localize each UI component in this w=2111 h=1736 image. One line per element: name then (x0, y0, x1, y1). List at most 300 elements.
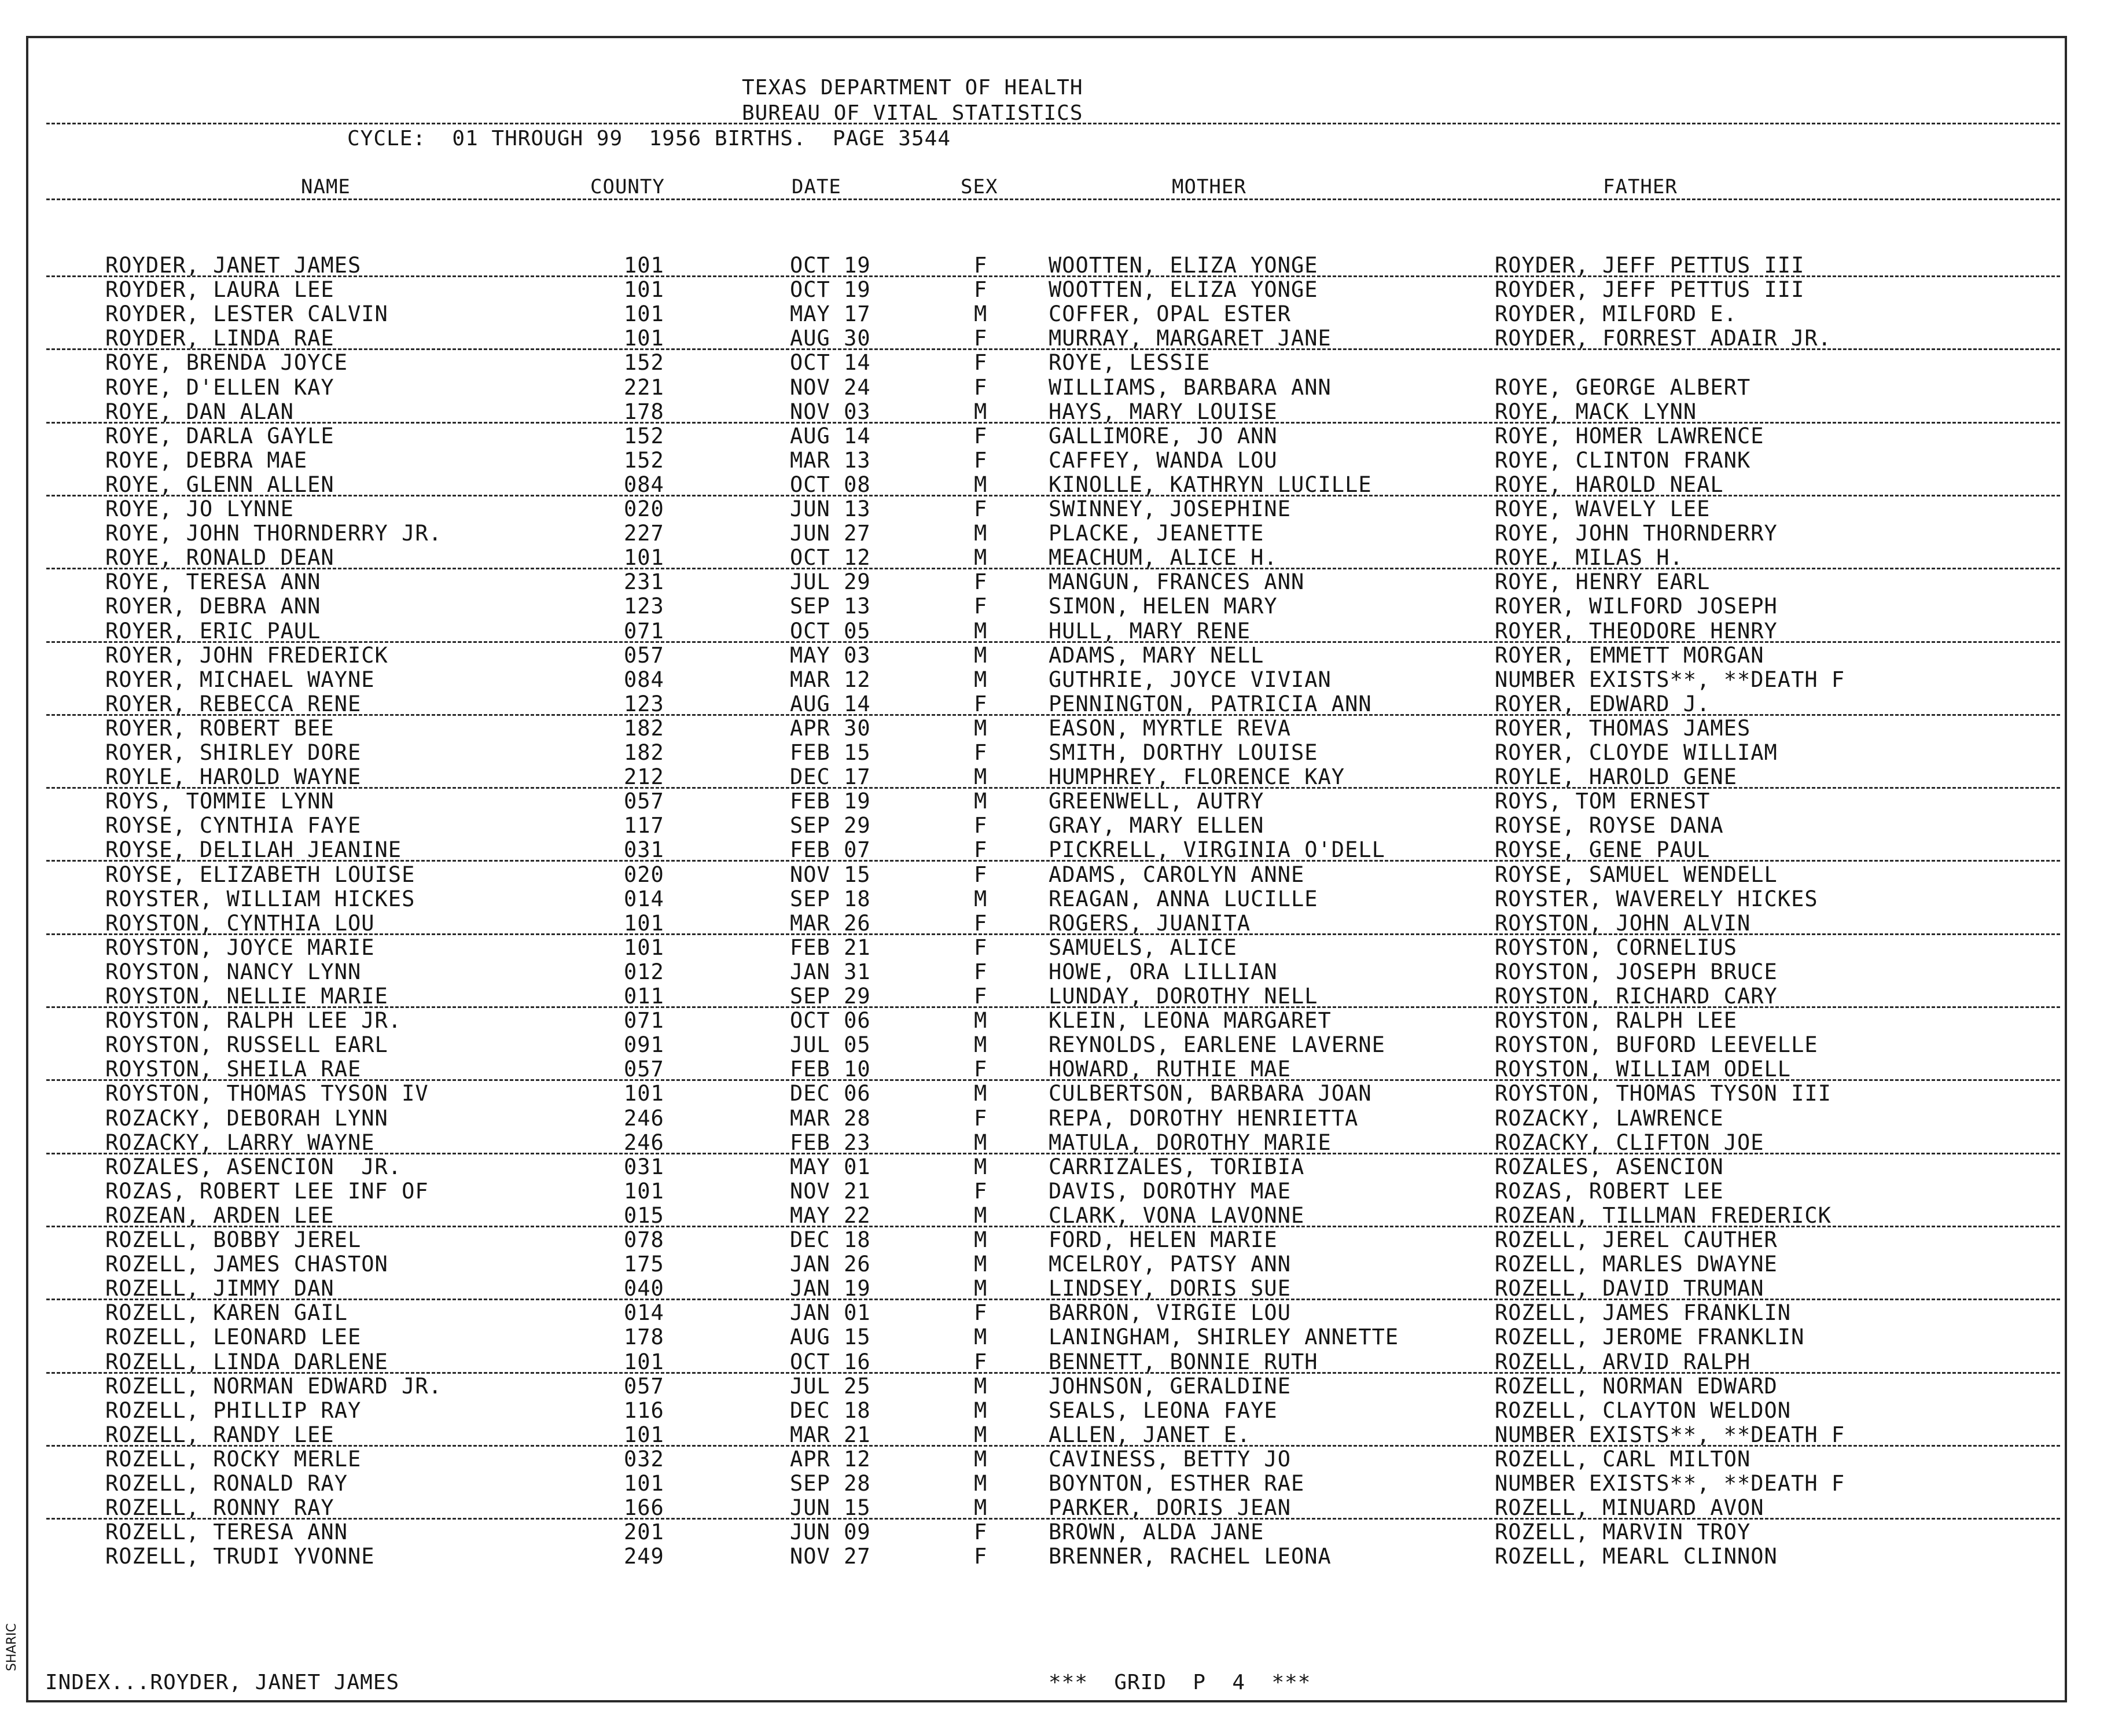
cell-county: 166 (624, 1495, 664, 1520)
cell-date: AUG 14 (790, 692, 871, 716)
cell-date: JUL 29 (790, 569, 871, 594)
cell-sex: M (974, 1008, 988, 1033)
cell-name: ROYSTON, RUSSELL EARL (105, 1032, 388, 1057)
table-row (0, 668, 2111, 692)
cell-date: DEC 18 (790, 1398, 871, 1423)
cell-county: 101 (624, 277, 664, 302)
cell-name: ROYE, JO LYNNE (105, 496, 294, 521)
cell-sex: F (974, 326, 988, 351)
cell-sex: M (974, 1374, 988, 1399)
cell-county: 249 (624, 1544, 664, 1569)
cell-county: 201 (624, 1520, 664, 1544)
table-row (0, 570, 2111, 594)
cell-mother: CARRIZALES, TORIBIA (1049, 1154, 1305, 1179)
cell-sex: M (974, 1398, 988, 1423)
cell-name: ROYE, D'ELLEN KAY (105, 375, 334, 400)
cell-county: 101 (624, 1422, 664, 1447)
cell-date: AUG 30 (790, 326, 871, 351)
cell-county: 123 (624, 692, 664, 716)
cell-date: MAY 03 (790, 643, 871, 668)
cell-county: 101 (624, 545, 664, 570)
cell-sex: F (974, 837, 988, 862)
cell-name: ROZACKY, DEBORAH LYNN (105, 1106, 388, 1131)
cell-sex: F (974, 1520, 988, 1544)
cell-name: ROZELL, LINDA DARLENE (105, 1349, 388, 1374)
cell-county: 014 (624, 887, 664, 911)
cell-name: ROYDER, LESTER CALVIN (105, 301, 388, 326)
cell-father: ROYER, WILFORD JOSEPH (1495, 594, 1778, 619)
table-row (0, 376, 2111, 400)
cell-mother: MCELROY, PATSY ANN (1049, 1252, 1291, 1277)
cell-name: ROZELL, PHILLIP RAY (105, 1398, 362, 1423)
cell-county: 101 (624, 253, 664, 278)
table-row (0, 1301, 2111, 1325)
cell-county: 175 (624, 1252, 664, 1277)
cell-father: ROYER, CLOYDE WILLIAM (1495, 740, 1778, 765)
cell-county: 020 (624, 496, 664, 521)
cell-date: JUL 05 (790, 1032, 871, 1057)
cell-sex: F (974, 594, 988, 619)
cell-father: ROZELL, DAVID TRUMAN (1495, 1276, 1764, 1301)
cell-mother: MEACHUM, ALICE H. (1049, 545, 1278, 570)
table-row (0, 1374, 2111, 1399)
table-row (0, 1277, 2111, 1301)
cell-sex: M (974, 545, 988, 570)
cell-county: 152 (624, 424, 664, 448)
cell-date: FEB 15 (790, 740, 871, 765)
table-row (0, 1496, 2111, 1520)
cell-father: ROYSTON, BUFORD LEEVELLE (1495, 1032, 1818, 1057)
cell-father: ROYE, GEORGE ALBERT (1495, 375, 1751, 400)
cell-mother: ADAMS, CAROLYN ANNE (1049, 862, 1305, 887)
cell-father: NUMBER EXISTS**, **DEATH F (1495, 1422, 1845, 1447)
cell-mother: FORD, HELEN MARIE (1049, 1227, 1278, 1252)
cell-county: 178 (624, 1325, 664, 1349)
cell-date: OCT 06 (790, 1008, 871, 1033)
cell-county: 101 (624, 1179, 664, 1204)
cell-date: NOV 24 (790, 375, 871, 400)
cell-father: ROYSTON, WILLIAM ODELL (1495, 1057, 1792, 1082)
cell-father: ROYDER, JEFF PETTUS III (1495, 253, 1805, 278)
cell-sex: M (974, 1154, 988, 1179)
cell-date: OCT 05 (790, 619, 871, 643)
cell-county: 152 (624, 448, 664, 473)
cell-date: FEB 10 (790, 1057, 871, 1082)
cell-date: APR 12 (790, 1447, 871, 1472)
cell-name: ROYER, MICHAEL WAYNE (105, 667, 375, 692)
table-row (0, 1179, 2111, 1204)
cell-mother: CAFFEY, WANDA LOU (1049, 448, 1278, 473)
cell-father: ROYE, HOMER LAWRENCE (1495, 424, 1764, 448)
cell-mother: GREENWELL, AUTRY (1049, 789, 1264, 814)
cell-name: ROZELL, RONALD RAY (105, 1471, 348, 1496)
cell-name: ROYSTER, WILLIAM HICKES (105, 887, 415, 911)
cell-mother: HUMPHREY, FLORENCE KAY (1049, 764, 1345, 789)
cell-date: OCT 14 (790, 350, 871, 375)
cell-date: MAR 28 (790, 1106, 871, 1131)
cell-name: ROYE, TERESA ANN (105, 569, 321, 594)
footer-grid: *** GRID P 4 *** (1049, 1671, 1311, 1694)
cell-county: 101 (624, 1349, 664, 1374)
cell-county: 178 (624, 399, 664, 424)
cell-father: NUMBER EXISTS**, **DEATH F (1495, 1471, 1845, 1496)
cell-date: FEB 19 (790, 789, 871, 814)
cell-name: ROZELL, ROCKY MERLE (105, 1447, 362, 1472)
cell-county: 221 (624, 375, 664, 400)
cell-name: ROZEAN, ARDEN LEE (105, 1203, 334, 1228)
cell-name: ROYLE, HAROLD WAYNE (105, 764, 362, 789)
cell-mother: HULL, MARY RENE (1049, 619, 1251, 643)
cell-sex: F (974, 862, 988, 887)
cell-sex: F (974, 1179, 988, 1204)
cell-sex: M (974, 1422, 988, 1447)
cell-county: 057 (624, 643, 664, 668)
table-row (0, 400, 2111, 424)
cell-sex: F (974, 350, 988, 375)
cell-father: ROZAS, ROBERT LEE (1495, 1179, 1724, 1204)
cell-name: ROZELL, KAREN GAIL (105, 1300, 348, 1325)
cell-sex: M (974, 1276, 988, 1301)
cell-father: ROYS, TOM ERNEST (1495, 789, 1711, 814)
cell-county: 084 (624, 472, 664, 497)
cell-date: MAR 21 (790, 1422, 871, 1447)
table-row (0, 789, 2111, 814)
cell-sex: M (974, 716, 988, 741)
table-row (0, 497, 2111, 521)
table-row (0, 619, 2111, 643)
cell-mother: WOOTTEN, ELIZA YONGE (1049, 277, 1318, 302)
header-divider (46, 123, 2060, 124)
cell-mother: KLEIN, LEONA MARGARET (1049, 1008, 1332, 1033)
cell-mother: MANGUN, FRANCES ANN (1049, 569, 1305, 594)
cell-mother: BROWN, ALDA JANE (1049, 1520, 1264, 1544)
cell-father: ROYDER, JEFF PETTUS III (1495, 277, 1805, 302)
column-header-sex: SEX (961, 175, 998, 198)
table-row (0, 1155, 2111, 1179)
cell-mother: EASON, MYRTLE REVA (1049, 716, 1291, 741)
cell-sex: F (974, 424, 988, 448)
cell-county: 015 (624, 1203, 664, 1228)
cell-sex: M (974, 1252, 988, 1277)
cell-sex: F (974, 1106, 988, 1131)
header-department: TEXAS DEPARTMENT OF HEALTH (742, 76, 1083, 100)
cell-mother: ALLEN, JANET E. (1049, 1422, 1251, 1447)
table-row (0, 1399, 2111, 1423)
cell-county: 091 (624, 1032, 664, 1057)
column-header-county: COUNTY (590, 175, 665, 198)
cell-county: 246 (624, 1106, 664, 1131)
cell-father: ROZACKY, LAWRENCE (1495, 1106, 1724, 1131)
cell-name: ROYER, SHIRLEY DORE (105, 740, 362, 765)
cell-date: JUN 13 (790, 496, 871, 521)
cell-sex: F (974, 935, 988, 960)
table-row (0, 351, 2111, 375)
cell-date: AUG 14 (790, 424, 871, 448)
cell-sex: M (974, 472, 988, 497)
cell-sex: F (974, 1349, 988, 1374)
cell-sex: M (974, 1227, 988, 1252)
cell-date: JAN 31 (790, 959, 871, 984)
cell-father: ROYE, JOHN THORNDERRY (1495, 521, 1778, 546)
cell-county: 032 (624, 1447, 664, 1472)
cell-father: ROYSTON, RALPH LEE (1495, 1008, 1737, 1033)
cell-father: ROZEAN, TILLMAN FREDERICK (1495, 1203, 1832, 1228)
cell-name: ROYDER, LINDA RAE (105, 326, 334, 351)
cell-date: SEP 29 (790, 813, 871, 838)
cell-mother: SEALS, LEONA FAYE (1049, 1398, 1278, 1423)
cell-county: 071 (624, 619, 664, 643)
table-row (0, 692, 2111, 716)
cell-mother: HOWARD, RUTHIE MAE (1049, 1057, 1291, 1082)
cell-date: OCT 19 (790, 253, 871, 278)
cell-sex: F (974, 813, 988, 838)
table-row (0, 1252, 2111, 1277)
header-bureau: BUREAU OF VITAL STATISTICS (742, 101, 1083, 125)
cell-sex: F (974, 1057, 988, 1082)
cell-county: 231 (624, 569, 664, 594)
table-row (0, 1106, 2111, 1131)
table-row (0, 253, 2111, 278)
cell-county: 182 (624, 716, 664, 741)
table-row (0, 1009, 2111, 1033)
cell-mother: LUNDAY, DOROTHY NELL (1049, 984, 1318, 1009)
cell-father: ROZELL, CLAYTON WELDON (1495, 1398, 1792, 1423)
table-row (0, 1131, 2111, 1155)
cell-date: MAY 22 (790, 1203, 871, 1228)
cell-name: ROZALES, ASENCION JR. (105, 1154, 402, 1179)
cell-mother: GUTHRIE, JOYCE VIVIAN (1049, 667, 1332, 692)
cell-father: ROYER, THOMAS JAMES (1495, 716, 1751, 741)
table-row (0, 1204, 2111, 1228)
cell-mother: PARKER, DORIS JEAN (1049, 1495, 1291, 1520)
cell-father: NUMBER EXISTS**, **DEATH F (1495, 667, 1845, 692)
cell-mother: ROGERS, JUANITA (1049, 911, 1251, 936)
cell-date: NOV 21 (790, 1179, 871, 1204)
cell-date: OCT 12 (790, 545, 871, 570)
cell-father: ROZELL, ARVID RALPH (1495, 1349, 1751, 1374)
cell-father: ROYE, MILAS H. (1495, 545, 1683, 570)
cell-name: ROYER, ROBERT BEE (105, 716, 334, 741)
table-row (0, 1082, 2111, 1106)
cell-name: ROYDER, JANET JAMES (105, 253, 362, 278)
cell-sex: M (974, 1471, 988, 1496)
cell-sex: F (974, 959, 988, 984)
table-row (0, 838, 2111, 862)
cell-name: ROYSTON, NELLIE MARIE (105, 984, 388, 1009)
cell-county: 212 (624, 764, 664, 789)
cell-father: ROZELL, MARLES DWAYNE (1495, 1252, 1778, 1277)
cell-date: MAY 01 (790, 1154, 871, 1179)
cell-mother: MATULA, DOROTHY MARIE (1049, 1130, 1332, 1155)
cell-father: ROZELL, MEARL CLINNON (1495, 1544, 1778, 1569)
cell-date: SEP 18 (790, 887, 871, 911)
table-row (0, 765, 2111, 789)
cell-date: OCT 19 (790, 277, 871, 302)
table-row (0, 302, 2111, 326)
cell-sex: M (974, 643, 988, 668)
cell-mother: GRAY, MARY ELLEN (1049, 813, 1264, 838)
cell-sex: M (974, 399, 988, 424)
cell-sex: F (974, 984, 988, 1009)
cell-mother: PLACKE, JEANETTE (1049, 521, 1264, 546)
cell-father: ROZELL, CARL MILTON (1495, 1447, 1751, 1472)
cell-county: 057 (624, 789, 664, 814)
cell-name: ROZELL, JAMES CHASTON (105, 1252, 388, 1277)
table-row (0, 1544, 2111, 1569)
cell-father: ROYE, HENRY EARL (1495, 569, 1711, 594)
cell-father: ROYE, CLINTON FRANK (1495, 448, 1751, 473)
cell-date: SEP 13 (790, 594, 871, 619)
cell-name: ROYER, ERIC PAUL (105, 619, 321, 643)
cell-mother: BENNETT, BONNIE RUTH (1049, 1349, 1318, 1374)
cell-name: ROYS, TOMMIE LYNN (105, 789, 334, 814)
cell-county: 101 (624, 326, 664, 351)
cell-mother: DAVIS, DOROTHY MAE (1049, 1179, 1291, 1204)
cell-father: ROZELL, JEREL CAUTHER (1495, 1227, 1778, 1252)
cell-name: ROYSTON, CYNTHIA LOU (105, 911, 375, 936)
cell-county: 011 (624, 984, 664, 1009)
cell-sex: M (974, 301, 988, 326)
cell-sex: M (974, 1495, 988, 1520)
cell-date: MAR 12 (790, 667, 871, 692)
margin-label: SHARIC (5, 1623, 19, 1671)
cell-date: SEP 29 (790, 984, 871, 1009)
cell-date: FEB 21 (790, 935, 871, 960)
cell-county: 078 (624, 1227, 664, 1252)
cell-date: OCT 08 (790, 472, 871, 497)
cell-mother: LINDSEY, DORIS SUE (1049, 1276, 1291, 1301)
cell-father: ROYSTER, WAVERELY HICKES (1495, 887, 1818, 911)
cell-date: FEB 23 (790, 1130, 871, 1155)
cell-mother: COFFER, OPAL ESTER (1049, 301, 1291, 326)
table-row (0, 278, 2111, 302)
table-row (0, 1520, 2111, 1544)
cell-county: 227 (624, 521, 664, 546)
table-row (0, 1350, 2111, 1374)
cell-mother: WILLIAMS, BARBARA ANN (1049, 375, 1332, 400)
cell-mother: KINOLLE, KATHRYN LUCILLE (1049, 472, 1372, 497)
cell-date: SEP 28 (790, 1471, 871, 1496)
cell-sex: M (974, 1325, 988, 1349)
cell-date: NOV 03 (790, 399, 871, 424)
cell-county: 012 (624, 959, 664, 984)
table-row (0, 424, 2111, 448)
cell-sex: F (974, 253, 988, 278)
cell-sex: F (974, 911, 988, 936)
table-row (0, 1447, 2111, 1472)
cell-sex: F (974, 448, 988, 473)
cell-sex: F (974, 277, 988, 302)
table-row (0, 1325, 2111, 1349)
column-header-divider (46, 198, 2060, 200)
cell-name: ROYE, DEBRA MAE (105, 448, 308, 473)
cell-mother: BRENNER, RACHEL LEONA (1049, 1544, 1332, 1569)
cell-date: JUN 09 (790, 1520, 871, 1544)
cell-name: ROYSTON, NANCY LYNN (105, 959, 362, 984)
cell-father: ROYSE, SAMUEL WENDELL (1495, 862, 1778, 887)
cell-name: ROYE, GLENN ALLEN (105, 472, 334, 497)
cell-date: NOV 15 (790, 862, 871, 887)
cell-sex: M (974, 521, 988, 546)
cell-name: ROYER, DEBRA ANN (105, 594, 321, 619)
cell-county: 101 (624, 301, 664, 326)
cell-name: ROYE, DAN ALAN (105, 399, 294, 424)
table-row (0, 473, 2111, 497)
cell-county: 084 (624, 667, 664, 692)
cell-date: JAN 01 (790, 1300, 871, 1325)
cell-father: ROYDER, MILFORD E. (1495, 301, 1737, 326)
cell-father: ROYSTON, JOHN ALVIN (1495, 911, 1751, 936)
cell-sex: M (974, 789, 988, 814)
cell-mother: HAYS, MARY LOUISE (1049, 399, 1278, 424)
cell-father: ROYSTON, THOMAS TYSON III (1495, 1081, 1832, 1106)
table-row (0, 521, 2111, 546)
table-row (0, 911, 2111, 936)
cell-county: 101 (624, 1081, 664, 1106)
cell-mother: ROYE, LESSIE (1049, 350, 1211, 375)
cell-father: ROYSTON, RICHARD CARY (1495, 984, 1778, 1009)
cell-mother: SMITH, DORTHY LOUISE (1049, 740, 1318, 765)
table-row (0, 594, 2111, 619)
cell-name: ROZAS, ROBERT LEE INF OF (105, 1179, 429, 1204)
cell-county: 071 (624, 1008, 664, 1033)
cell-county: 117 (624, 813, 664, 838)
cell-sex: F (974, 740, 988, 765)
table-row (0, 326, 2111, 351)
cell-father: ROYSTON, CORNELIUS (1495, 935, 1737, 960)
column-header-name: NAME (301, 175, 351, 198)
cell-father: ROYE, MACK LYNN (1495, 399, 1697, 424)
cell-name: ROZELL, BOBBY JEREL (105, 1227, 362, 1252)
cell-mother: PICKRELL, VIRGINIA O'DELL (1049, 837, 1385, 862)
cell-mother: BOYNTON, ESTHER RAE (1049, 1471, 1305, 1496)
cell-father: ROYER, EMMETT MORGAN (1495, 643, 1764, 668)
table-row (0, 1033, 2111, 1057)
column-header-father: FATHER (1603, 175, 1678, 198)
cell-county: 057 (624, 1057, 664, 1082)
cell-mother: SWINNEY, JOSEPHINE (1049, 496, 1291, 521)
cell-mother: JOHNSON, GERALDINE (1049, 1374, 1291, 1399)
cell-date: FEB 07 (790, 837, 871, 862)
cell-father: ROYE, WAVELY LEE (1495, 496, 1711, 521)
cell-father: ROYLE, HAROLD GENE (1495, 764, 1737, 789)
cell-name: ROYER, REBECCA RENE (105, 692, 362, 716)
table-row (0, 643, 2111, 668)
header-cycle: CYCLE: 01 THROUGH 99 1956 BIRTHS. PAGE 3544 (347, 127, 951, 150)
cell-name: ROYE, JOHN THORNDERRY JR. (105, 521, 442, 546)
cell-mother: ADAMS, MARY NELL (1049, 643, 1264, 668)
cell-father: ROYER, THEODORE HENRY (1495, 619, 1778, 643)
cell-sex: F (974, 496, 988, 521)
cell-county: 020 (624, 862, 664, 887)
cell-county: 152 (624, 350, 664, 375)
cell-name: ROYSTON, JOYCE MARIE (105, 935, 375, 960)
cell-date: JUN 15 (790, 1495, 871, 1520)
cell-sex: M (974, 667, 988, 692)
cell-father: ROYER, EDWARD J. (1495, 692, 1711, 716)
cell-father: ROZELL, JAMES FRANKLIN (1495, 1300, 1792, 1325)
cell-name: ROZELL, TRUDI YVONNE (105, 1544, 375, 1569)
cell-father: ROZACKY, CLIFTON JOE (1495, 1130, 1764, 1155)
cell-mother: CULBERTSON, BARBARA JOAN (1049, 1081, 1372, 1106)
cell-sex: M (974, 1203, 988, 1228)
cell-county: 101 (624, 935, 664, 960)
cell-date: APR 30 (790, 716, 871, 741)
cell-sex: F (974, 692, 988, 716)
cell-mother: REYNOLDS, EARLENE LAVERNE (1049, 1032, 1385, 1057)
cell-name: ROYSE, ELIZABETH LOUISE (105, 862, 415, 887)
cell-name: ROYSE, CYNTHIA FAYE (105, 813, 362, 838)
